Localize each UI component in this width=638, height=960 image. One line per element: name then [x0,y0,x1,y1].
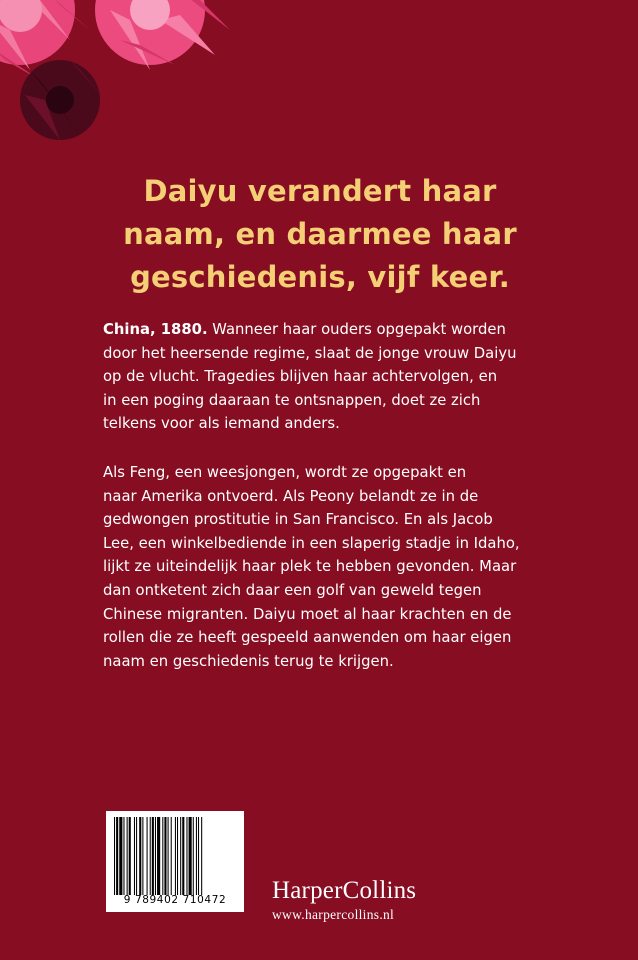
blurb-line-text: Wanneer haar ouders opgepakt worden [207,321,506,338]
barcode-bars [114,817,236,895]
blurb-line: gedwongen prostitutie in San Francisco. En als Jacob [103,511,493,529]
publisher-website: www.harpercollins.nl [272,907,395,922]
barcode-bar [150,817,151,895]
blurb-line: Als Feng, een weesjongen, wordt ze opgepakt en [103,463,467,481]
barcode-bar [171,817,172,895]
dahlia-flowers-illustration [0,0,250,150]
blurb-line: lijkt ze uiteindelijk haar plek te hebben gevonden. Maar [103,558,517,576]
blurb-paragraph-2 [103,461,553,673]
blurb-line [103,318,553,342]
blurb-line: door het heersende regime, slaat de jonge vrouw Daiyu [103,344,517,362]
blurb-line: in een poging daaraan te ontsnappen, doet ze zich [103,391,481,409]
tagline-line: naam, en daarmee haar [123,217,517,251]
barcode-bar [198,817,199,895]
barcode-bar [193,817,194,895]
blurb-paragraph-1 [103,318,553,436]
barcode-bar [168,817,169,895]
blurb-line: dan ontketent zich daar een golf van geweld tegen [103,581,482,599]
blurb-line: op de vlucht. Tragedies blijven haar achtervolgen, en [103,368,498,386]
tagline [100,170,540,299]
barcode-bar [142,817,143,895]
barcode-bar [139,817,141,895]
barcode-bar [186,817,187,895]
barcode-bar [147,817,148,895]
pink-dahlia-right [95,0,230,70]
blurb-line: telkens voor als iemand anders. [103,415,340,433]
publisher-logo: HarperCollins [272,877,417,904]
blurb-line: rollen die ze heeft gespeeld aanwenden om haar eigen [103,629,512,647]
barcode-bar [119,817,122,895]
barcode-bar [129,817,131,895]
barcode-bar [175,817,176,895]
blurb-line: naar Amerika ontvoerd. Als Peony belandt ze in de [103,487,479,505]
tagline-line: geschiedenis, vijf keer. [130,260,510,294]
barcode-bar [114,817,115,895]
barcode-bar [127,817,128,895]
barcode [106,811,244,912]
isbn-number: 9 789402 710472 [123,894,227,906]
blurb-line: naam en geschiedenis terug te krijgen. [103,652,394,670]
blurb-line: Chinese migranten. Daiyu moet al haar krachten en de [103,605,512,623]
barcode-bar [136,817,137,895]
barcode-bar [155,817,156,895]
barcode-bar [182,817,184,895]
barcode-bar [123,817,124,895]
barcode-bar [134,817,135,895]
barcode-bar [162,817,163,895]
blurb-lead: China, 1880. [103,321,208,338]
barcode-bar [201,817,202,895]
barcode-bar [116,817,118,895]
blurb-line: Lee, een winkelbediende in een slaperig stadje in Idaho, [103,534,520,552]
barcode-bar [189,817,192,895]
barcode-bar [157,817,160,895]
barcode-bar [164,817,166,895]
barcode-bar [180,817,181,895]
tagline-line: Daiyu verandert haar [143,174,497,208]
dark-dahlia [20,60,105,140]
barcode-bar [177,817,178,895]
barcode-bar [152,817,154,895]
blurb [103,318,553,698]
barcode-bar [196,817,197,895]
